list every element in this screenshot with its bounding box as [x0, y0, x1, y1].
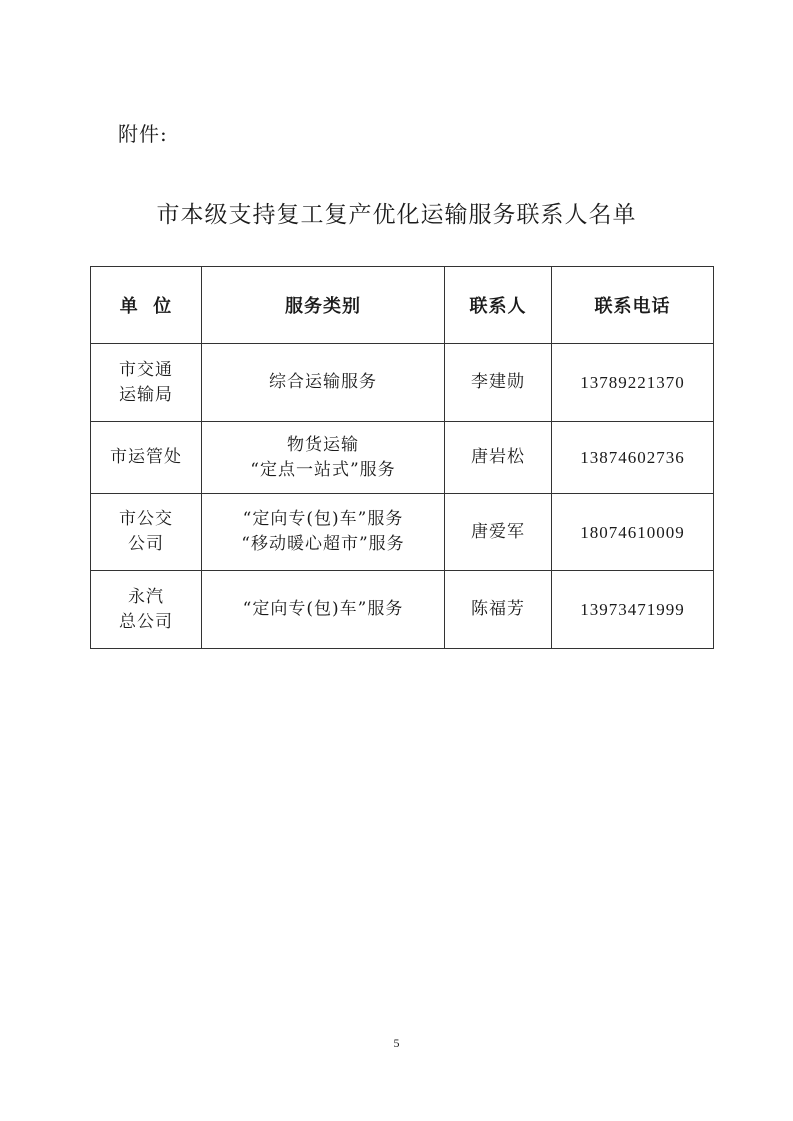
unit-line: 市交通: [119, 359, 173, 380]
phone-cell: 18074610009: [552, 494, 714, 571]
unit-cell: [91, 571, 202, 649]
service-cell: [202, 571, 445, 649]
unit-line: 总公司: [119, 611, 173, 632]
table-row: [91, 344, 714, 422]
unit-line: 运输局: [119, 384, 173, 405]
service-line: “移动暖心超市”服务: [241, 534, 405, 554]
service-cell: [202, 494, 445, 571]
phone-cell: 13789221370: [552, 344, 714, 422]
service-cell: [202, 422, 445, 494]
unit-line: 永汽: [128, 586, 164, 607]
service-line: “定向专(包)车”服务: [242, 599, 404, 619]
header-service-type: 服务类别: [202, 267, 445, 344]
header-contact-person: 联系人: [445, 267, 552, 344]
contact-cell: 李建勋: [445, 344, 552, 422]
header-phone: 联系电话: [552, 267, 714, 344]
unit-line: 市运管处: [110, 447, 182, 467]
page-number: 5: [393, 1036, 400, 1050]
service-line: “定向专(包)车”服务: [242, 509, 404, 529]
service-line: 综合运输服务: [269, 372, 377, 392]
unit-line: 市公交: [119, 509, 173, 529]
phone-cell: 13973471999: [552, 571, 714, 649]
contact-table: [90, 266, 714, 649]
contact-cell: 唐岩松: [445, 422, 552, 494]
document-title: 市本级支持复工复产优化运输服务联系人名单: [156, 202, 637, 228]
service-cell: [202, 344, 445, 422]
table-row: [91, 422, 714, 494]
attachment-label: 附件:: [118, 122, 168, 146]
table-header-row: [91, 267, 714, 344]
contact-cell: 唐爱军: [445, 494, 552, 571]
table-row: [91, 571, 714, 649]
phone-cell: 13874602736: [552, 422, 714, 494]
service-line: “定点一站式”服务: [250, 459, 396, 480]
header-unit: 单 位: [91, 267, 202, 344]
unit-line: 公司: [128, 534, 164, 554]
unit-cell: [91, 422, 202, 494]
unit-cell: [91, 494, 202, 571]
table-row: [91, 494, 714, 571]
service-line: 物货运输: [287, 434, 359, 455]
unit-cell: [91, 344, 202, 422]
contact-cell: 陈福芳: [445, 571, 552, 649]
